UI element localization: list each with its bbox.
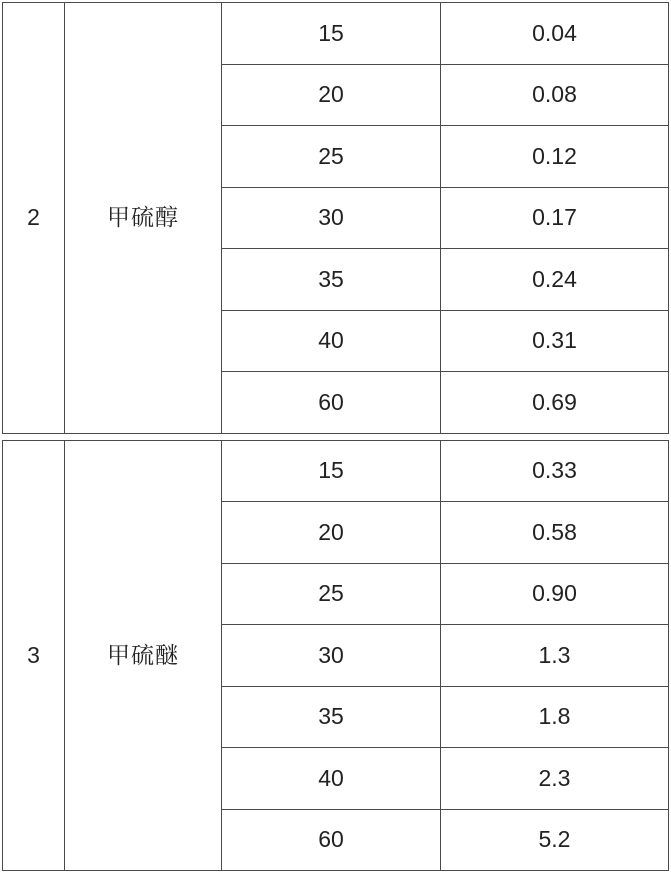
- param-cell: 60: [222, 809, 441, 871]
- table-row: [3, 3, 669, 65]
- serial-cell: 2: [3, 3, 65, 434]
- table-row: [3, 440, 669, 502]
- value-cell: 5.2: [441, 809, 669, 871]
- value-cell: 0.33: [441, 440, 669, 502]
- value-cell: 0.24: [441, 249, 669, 311]
- param-cell: 30: [222, 625, 441, 687]
- value-cell: 0.31: [441, 310, 669, 372]
- serial-cell: 3: [3, 440, 65, 871]
- param-cell: 30: [222, 187, 441, 249]
- param-cell: 35: [222, 686, 441, 748]
- table-container: [2, 2, 669, 877]
- value-cell: 2.3: [441, 748, 669, 810]
- table-section-dimethyl-sulfide: [2, 440, 669, 872]
- param-cell: 20: [222, 64, 441, 126]
- value-cell: 0.12: [441, 126, 669, 188]
- value-cell: 1.8: [441, 686, 669, 748]
- value-cell: 1.3: [441, 625, 669, 687]
- param-cell: 40: [222, 748, 441, 810]
- param-cell: 25: [222, 126, 441, 188]
- param-cell: 25: [222, 563, 441, 625]
- param-cell: 15: [222, 3, 441, 65]
- value-cell: 0.58: [441, 502, 669, 564]
- param-cell: 15: [222, 440, 441, 502]
- param-cell: 40: [222, 310, 441, 372]
- value-cell: 0.17: [441, 187, 669, 249]
- value-cell: 0.04: [441, 3, 669, 65]
- param-cell: 20: [222, 502, 441, 564]
- value-cell: 0.08: [441, 64, 669, 126]
- value-cell: 0.69: [441, 372, 669, 434]
- compound-name-cell: 甲硫醇: [65, 3, 222, 434]
- table-section-methanethiol: [2, 2, 669, 434]
- param-cell: 60: [222, 372, 441, 434]
- param-cell: 35: [222, 249, 441, 311]
- value-cell: 0.90: [441, 563, 669, 625]
- compound-name-cell: 甲硫醚: [65, 440, 222, 871]
